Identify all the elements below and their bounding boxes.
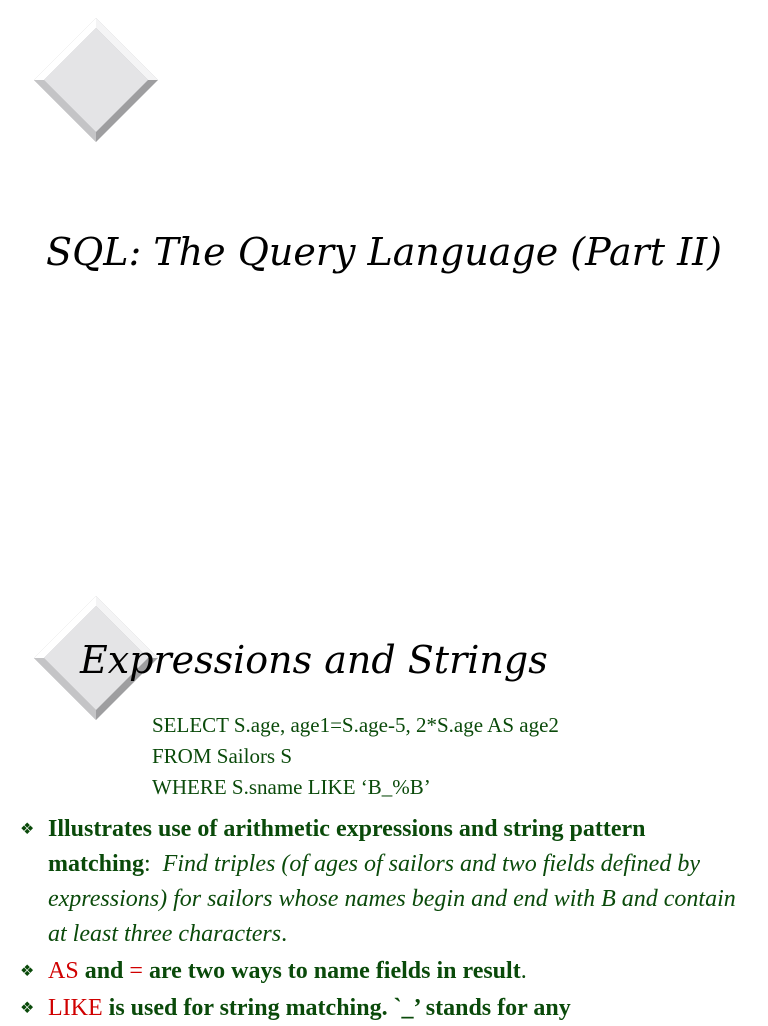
slide-title: SQL: The Query Language (Part II) — [46, 230, 722, 274]
diamond-bullet-icon — [32, 16, 160, 144]
bullet-diamond-icon: ❖ — [20, 1000, 35, 1017]
slide-title: Expressions and Strings — [80, 638, 548, 682]
bullet-diamond-icon: ❖ — [20, 821, 35, 838]
sql-query — [152, 710, 559, 803]
bullet-diamond-icon: ❖ — [20, 963, 35, 980]
bullet-list — [20, 812, 760, 1026]
bullet-item: ❖ LIKE is used for string matching. `_’ stands for any — [20, 991, 760, 1026]
bullet-item: ❖ Illustrates use of arithmetic expressions and string pattern matching: Find triples (of ages of sailors and two fields defined by expressions) for sailors whose names begin and end with B and contain at least three characters. — [20, 812, 760, 952]
sql-line-select: SELECT S.age, age1=S.age-5, 2*S.age AS age2 — [152, 713, 559, 737]
sql-line-from: FROM Sailors S — [152, 744, 293, 768]
sql-line-where: WHERE S.sname LIKE ‘B_%B’ — [152, 775, 431, 799]
bullet-item: ❖ AS and = are two ways to name fields in result. — [20, 954, 760, 989]
